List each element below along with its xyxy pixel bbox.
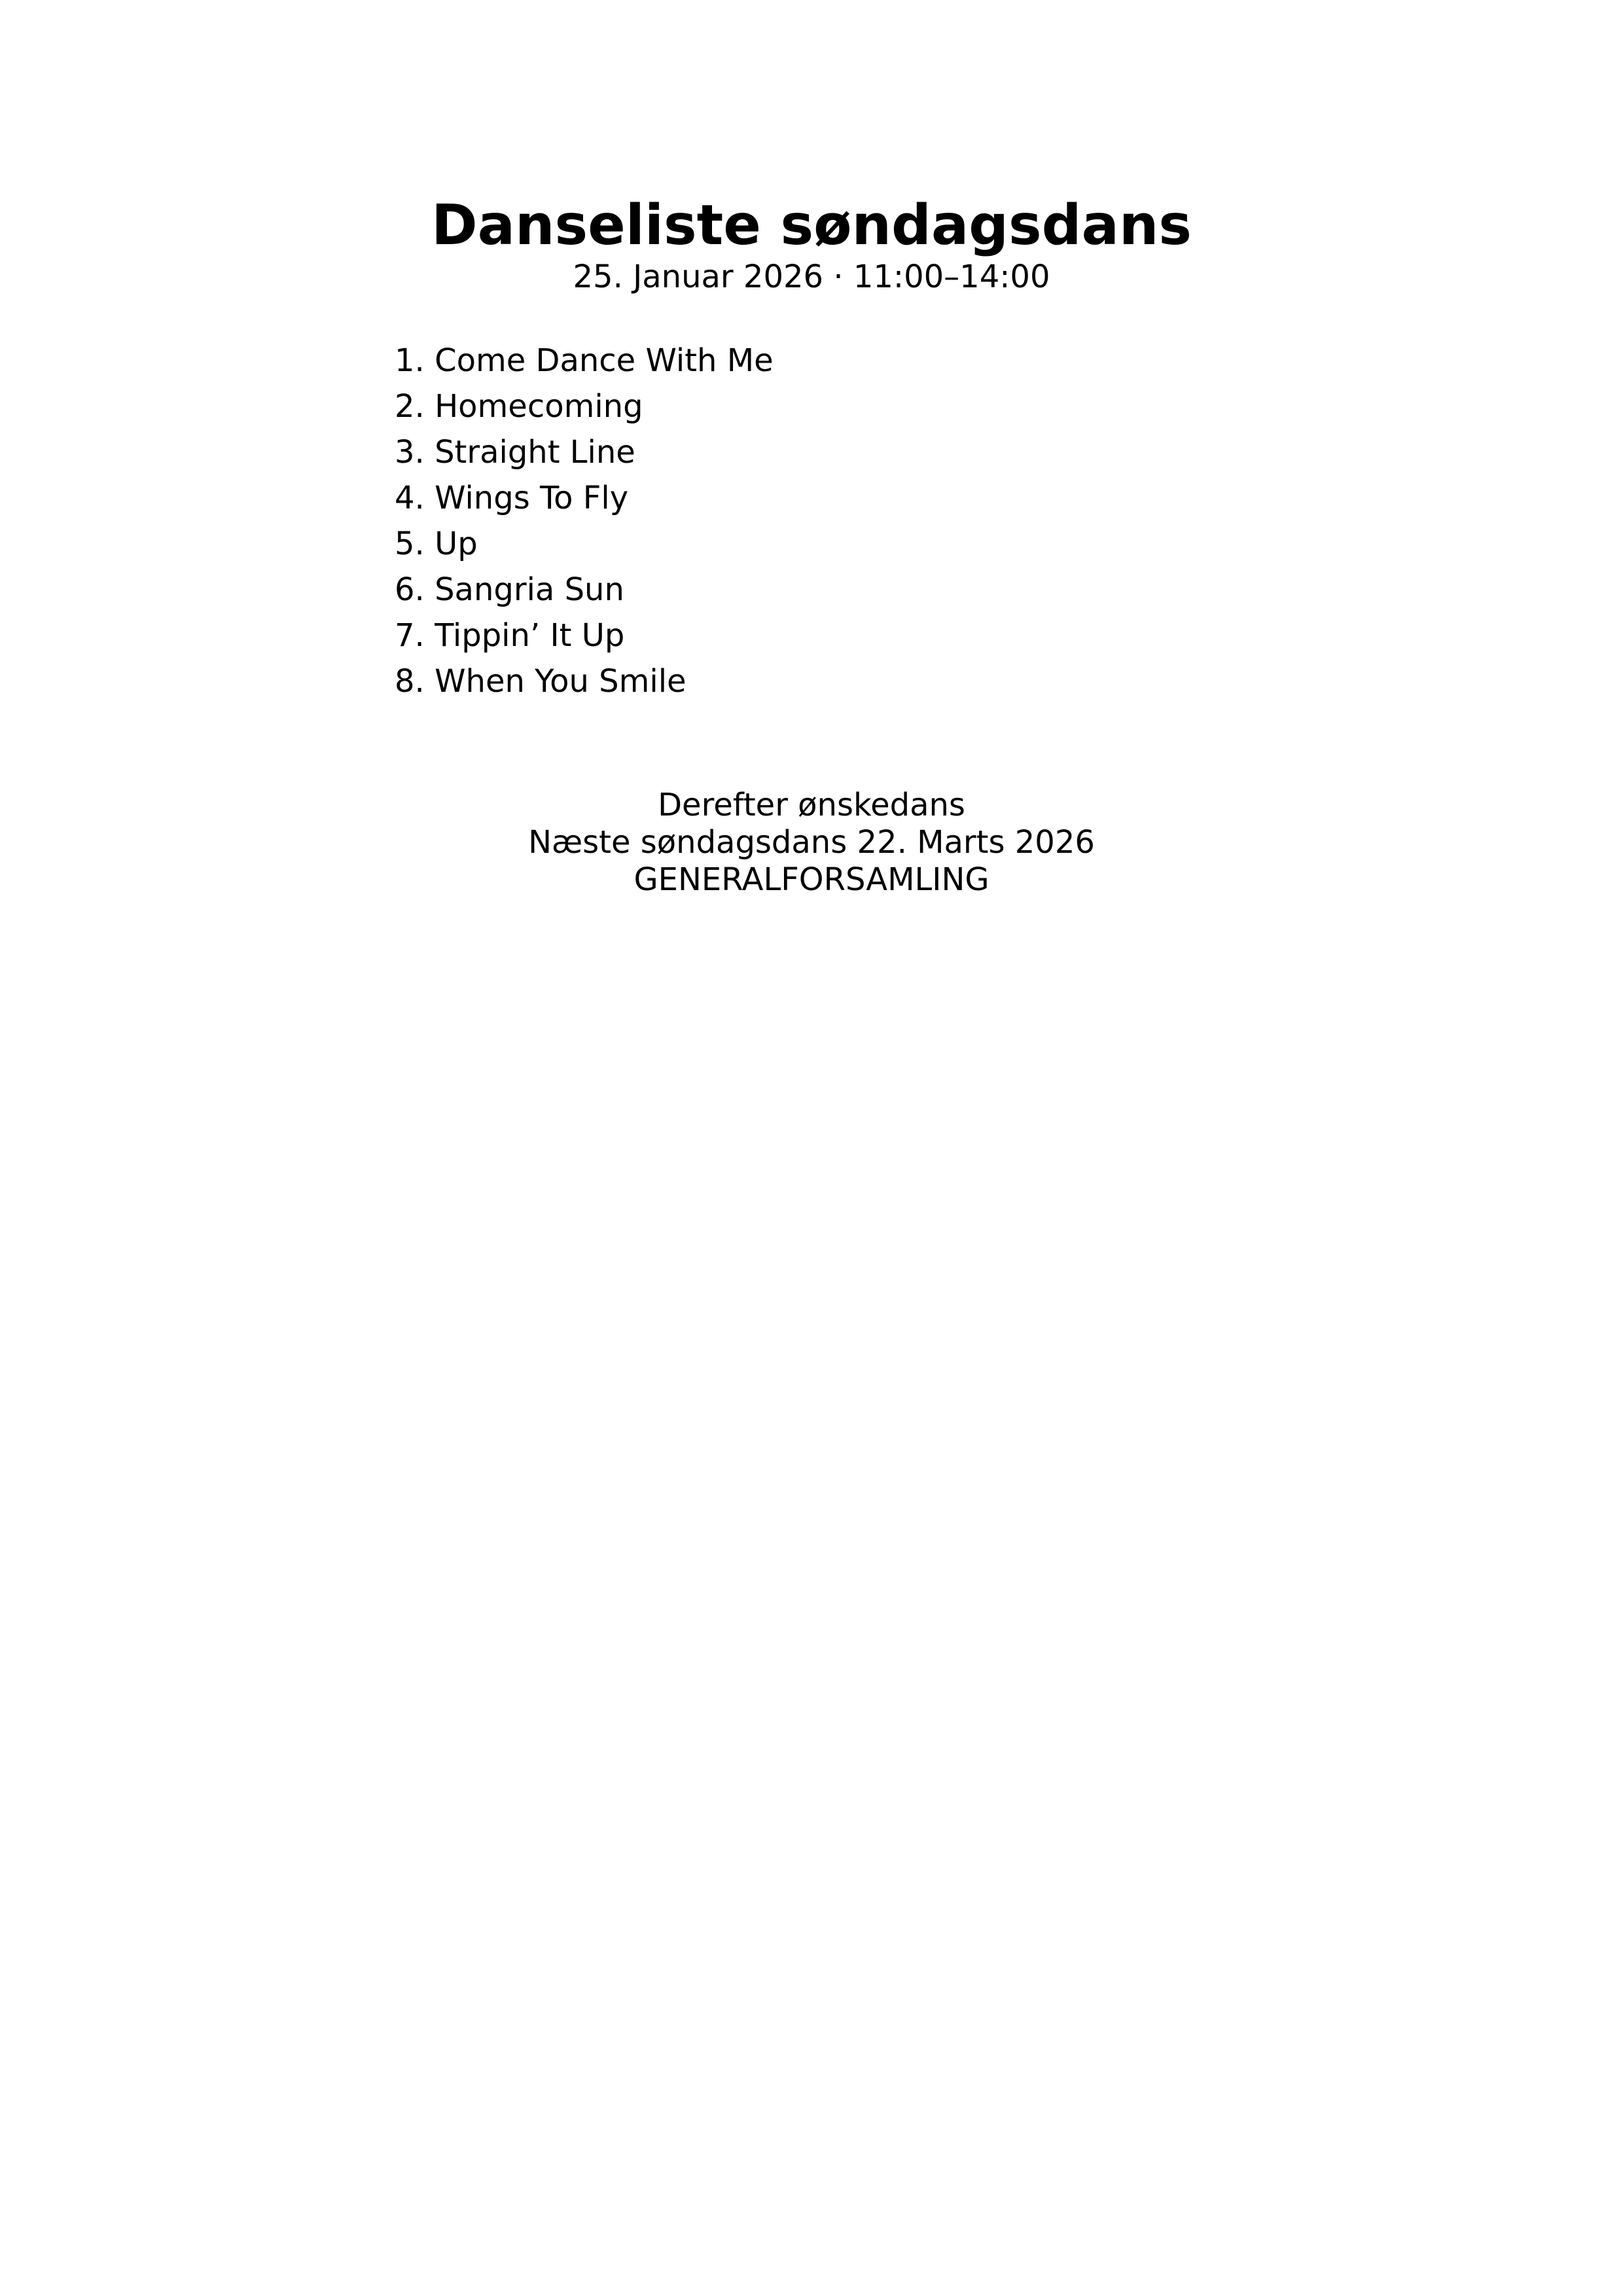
list-item <box>395 567 774 613</box>
list-item <box>395 338 774 384</box>
footer-line-next-dance: Næste søndagsdans 22. Marts 2026 <box>528 824 1095 861</box>
list-item <box>395 613 774 658</box>
song-title: Wings To Fly <box>435 480 629 516</box>
song-number: 2. <box>395 388 425 425</box>
song-list <box>395 338 774 704</box>
song-title: Homecoming <box>435 388 643 425</box>
song-number: 8. <box>395 663 425 700</box>
list-item <box>395 658 774 704</box>
song-title: Up <box>435 526 478 562</box>
song-title: Tippin’ It Up <box>435 617 625 654</box>
footer-line-general-assembly: GENERALFORSAMLING <box>633 861 990 898</box>
song-title: Sangria Sun <box>435 571 624 608</box>
song-title: When You Smile <box>435 663 687 700</box>
song-number: 1. <box>395 342 425 379</box>
event-date-time: 25. Januar 2026 · 11:00–14:00 <box>573 259 1050 295</box>
list-item <box>395 429 774 475</box>
song-number: 3. <box>395 434 425 471</box>
list-item <box>395 521 774 567</box>
song-number: 5. <box>395 526 425 562</box>
footer-line-wish-dance: Derefter ønskedans <box>658 787 965 823</box>
song-title: Straight Line <box>435 434 635 471</box>
song-number: 7. <box>395 617 425 654</box>
song-number: 6. <box>395 571 425 608</box>
page-title: Danseliste søndagsdans <box>431 193 1192 258</box>
list-item <box>395 384 774 429</box>
list-item <box>395 475 774 521</box>
song-title: Come Dance With Me <box>435 342 774 379</box>
song-number: 4. <box>395 480 425 516</box>
footer-notes <box>0 787 1623 899</box>
